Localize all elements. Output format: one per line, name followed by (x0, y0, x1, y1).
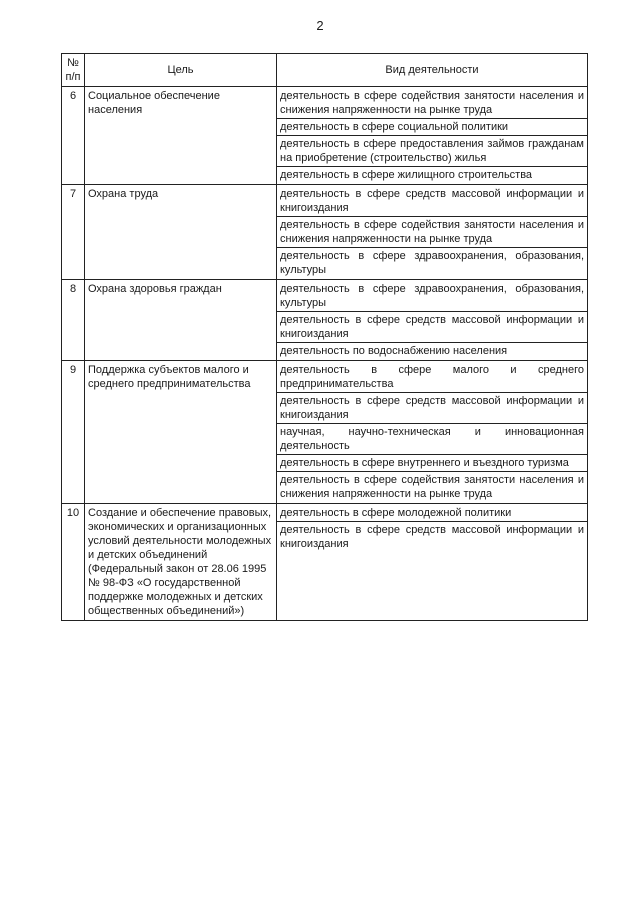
row-goal: Поддержка субъектов малого и среднего предпринимательства (85, 361, 277, 504)
activity-item: научная, научно-техническая и инновационная деятельность (277, 423, 587, 454)
row-goal: Создание и обеспечение правовых, экономических и организационных условий деятельности молодежных и детских объединений (Федеральный закон от 28.06 1995 № 98-ФЗ «О государственной поддержке молодежных и детских общественных объединений») (85, 504, 277, 621)
row-activities (277, 504, 588, 621)
row-number: 9 (62, 361, 85, 504)
table-row (62, 280, 588, 361)
activity-item: деятельность в сфере содействия занятости населения и снижения напряженности на рынке труда (280, 90, 584, 116)
row-number: 7 (62, 185, 85, 280)
page-number: 2 (316, 18, 324, 33)
header-number: № п/п (62, 54, 85, 87)
row-activities (277, 280, 588, 361)
activity-item: деятельность в сфере социальной политики (277, 118, 587, 135)
activities-table (61, 53, 588, 621)
activity-item: деятельность в сфере средств массовой информации и книгоиздания (277, 521, 587, 552)
activity-item: деятельность в сфере содействия занятости населения и снижения напряженности на рынке труда (277, 471, 587, 502)
row-goal: Охрана труда (85, 185, 277, 280)
activity-item: деятельность в сфере средств массовой информации и книгоиздания (280, 188, 584, 214)
table-row (62, 87, 588, 185)
row-number: 10 (62, 504, 85, 621)
header-activity: Вид деятельности (277, 54, 588, 87)
row-activities (277, 87, 588, 185)
table-header-row (62, 54, 588, 87)
activity-item: деятельность в сфере малого и среднего предпринимательства (280, 364, 584, 390)
table-row (62, 185, 588, 280)
activity-item: деятельность в сфере предоставления займов гражданам на приобретение (строительство) жилья (277, 135, 587, 166)
table-body (62, 87, 588, 621)
activity-item: деятельность в сфере здравоохранения, образования, культуры (277, 247, 587, 278)
activity-item: деятельность в сфере здравоохранения, образования, культуры (280, 283, 584, 309)
row-activities (277, 185, 588, 280)
activity-item: деятельность в сфере жилищного строительства (277, 166, 587, 183)
row-number: 6 (62, 87, 85, 185)
activity-item: деятельность в сфере средств массовой информации и книгоиздания (277, 392, 587, 423)
activity-item: деятельность в сфере внутреннего и въездного туризма (277, 454, 587, 471)
row-number: 8 (62, 280, 85, 361)
activity-item: деятельность в сфере молодежной политики (280, 507, 512, 519)
table-row (62, 361, 588, 504)
header-goal: Цель (85, 54, 277, 87)
row-goal: Социальное обеспечение населения (85, 87, 277, 185)
activity-item: деятельность в сфере средств массовой информации и книгоиздания (277, 311, 587, 342)
row-activities (277, 361, 588, 504)
row-goal: Охрана здоровья граждан (85, 280, 277, 361)
activity-item: деятельность по водоснабжению населения (277, 342, 587, 359)
activity-item: деятельность в сфере содействия занятости населения и снижения напряженности на рынке труда (277, 216, 587, 247)
table-row (62, 504, 588, 621)
